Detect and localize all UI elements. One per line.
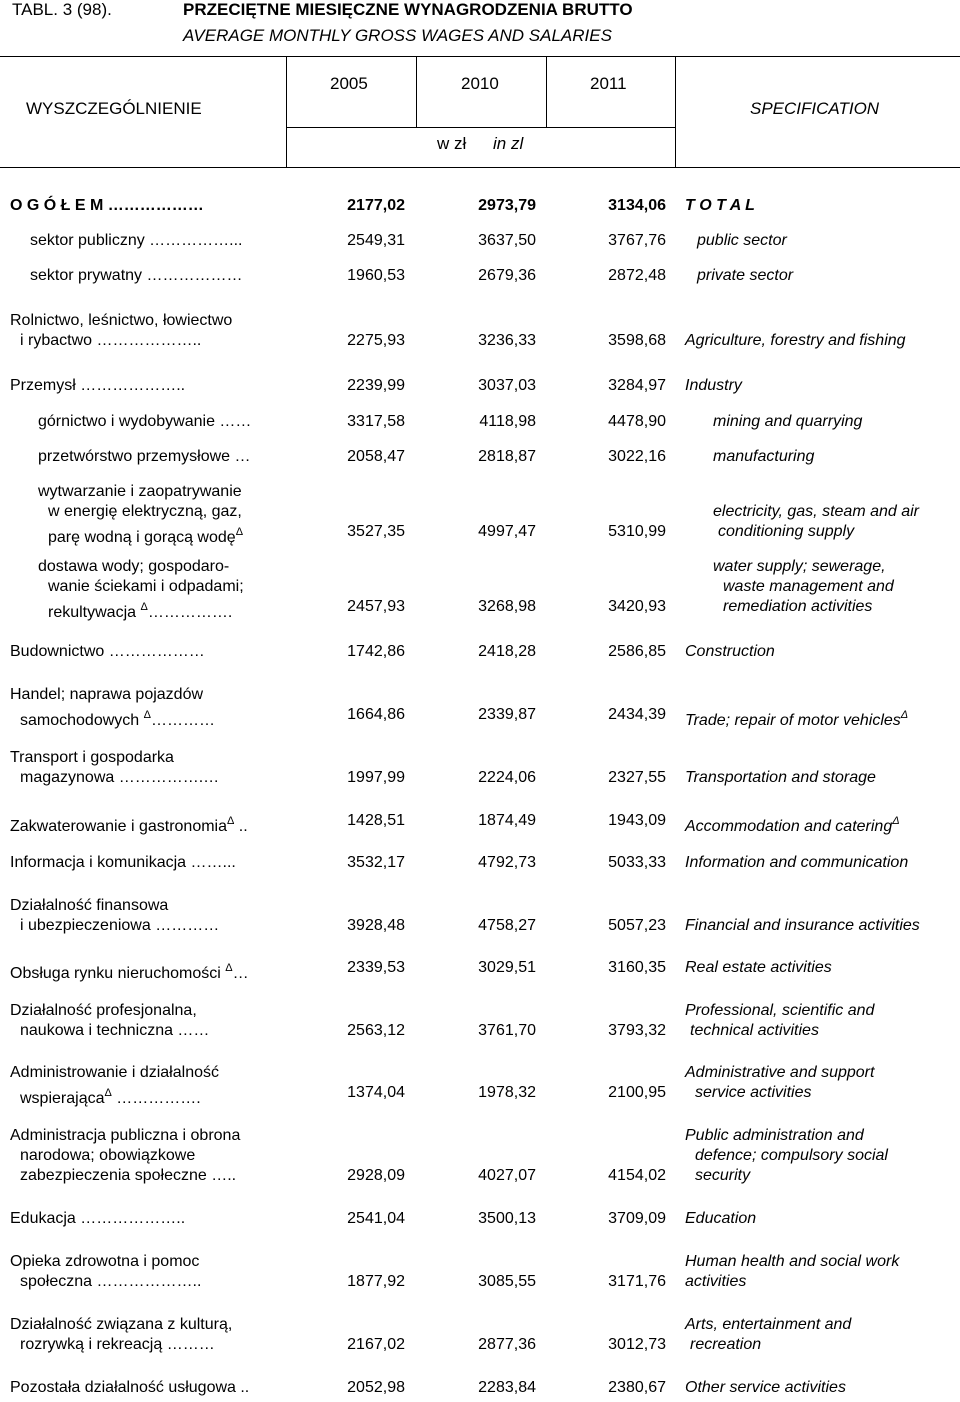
- label-pl-line: [10, 1063, 219, 1083]
- value-cell: 1960,53: [347, 267, 405, 284]
- label-en-text: waste management and: [723, 578, 894, 595]
- label-en-text: Real estate activities: [685, 959, 832, 976]
- label-en-text: Financial and insurance activities: [685, 917, 920, 934]
- value-cell: 2541,04: [347, 1210, 405, 1227]
- value-cell: 2327,55: [608, 769, 666, 786]
- label-en-line: [685, 705, 908, 731]
- unit-en: in zl: [493, 134, 524, 153]
- label-pl-text: Edukacja ………………..: [10, 1210, 186, 1227]
- label-en-line: [685, 811, 900, 837]
- label-pl-line: [10, 1252, 199, 1272]
- value-cell: 2339,53: [347, 959, 405, 976]
- value-cell: 2679,36: [478, 267, 536, 284]
- column-header-en: SPECIFICATION: [750, 99, 880, 118]
- label-pl-line: [10, 896, 168, 916]
- label-en-line: [690, 1021, 819, 1041]
- label-en-text: recreation: [690, 1336, 762, 1353]
- label-pl-line: [10, 1378, 249, 1398]
- value-cell: 3012,73: [608, 1336, 666, 1353]
- label-pl-text: Przemysł ………………..: [10, 377, 186, 394]
- label-en-line: [713, 447, 814, 467]
- value-cell: 2563,12: [347, 1022, 405, 1039]
- label-pl-line: [38, 557, 229, 577]
- label-pl-text: Transport i gospodarka: [10, 749, 174, 766]
- value-cell: 2549,31: [347, 232, 405, 249]
- label-en-text: Public administration and: [685, 1127, 864, 1144]
- value-cell: 4792,73: [478, 854, 536, 871]
- label-en-text: Other service activities: [685, 1379, 846, 1396]
- table-label: TABL. 3 (98).: [12, 0, 112, 19]
- value-cell: 4478,90: [608, 413, 666, 430]
- value-cell: 4758,27: [478, 917, 536, 934]
- label-pl-text: Obsługa rynku nieruchomości: [10, 965, 226, 982]
- value-cell: 3637,50: [478, 232, 536, 249]
- value-cell: 3793,32: [608, 1022, 666, 1039]
- label-en-line: [685, 1272, 746, 1292]
- label-pl-text: sektor prywatny ………………: [30, 267, 243, 284]
- value-cell: 4118,98: [479, 413, 536, 430]
- year-2005: 2005: [330, 74, 368, 93]
- label-pl-text: przetwórstwo przemysłowe …: [38, 448, 251, 465]
- value-cell: 2339,87: [478, 706, 536, 723]
- triangle-marker: Δ: [235, 526, 244, 538]
- value-cell: 1997,99: [347, 769, 405, 786]
- header-bottom-rule: [0, 167, 960, 168]
- label-pl-line: [20, 1083, 201, 1109]
- triangle-marker: Δ: [140, 601, 148, 613]
- value-cell: 2973,79: [478, 197, 536, 214]
- value-cell: 3029,51: [478, 959, 536, 976]
- label-pl-text: w energię elektryczną, gaz,: [48, 503, 242, 520]
- label-pl-text: Zakwaterowanie i gastronomia: [10, 818, 227, 835]
- label-pl-text: Administracja publiczna i obrona: [10, 1127, 241, 1144]
- label-pl-line: [48, 577, 244, 597]
- triangle-marker: Δ: [892, 815, 900, 827]
- value-cell: 2872,48: [608, 267, 666, 284]
- label-pl-line: [10, 1315, 232, 1335]
- value-cell: 1874,49: [478, 812, 536, 829]
- value-cell: 2052,98: [347, 1379, 405, 1396]
- value-cell: 3500,13: [478, 1210, 536, 1227]
- label-en-text: Professional, scientific and: [685, 1002, 875, 1019]
- value-cell: 1374,04: [347, 1084, 405, 1101]
- label-pl-line: [38, 412, 251, 432]
- label-pl-text: wspierająca: [20, 1090, 105, 1107]
- label-pl-text: samochodowych: [20, 712, 144, 729]
- label-pl-text: narodowa; obowiązkowe: [20, 1147, 196, 1164]
- label-pl-text: wytwarzanie i zaopatrywanie: [38, 483, 242, 500]
- value-cell: 2380,67: [608, 1379, 666, 1396]
- label-en-text: defence; compulsory social: [695, 1147, 888, 1164]
- value-cell: 2283,84: [478, 1379, 536, 1396]
- label-en-line: [697, 231, 787, 251]
- value-cell: 1742,86: [347, 643, 405, 660]
- value-cell: 2239,99: [347, 377, 405, 394]
- value-cell: 3532,17: [347, 854, 405, 871]
- label-pl-text: rozrywką i rekreacją ………: [20, 1336, 215, 1353]
- label-pl-tail: …………….: [111, 1090, 201, 1107]
- label-pl-text: sektor publiczny ……………...: [30, 232, 243, 249]
- value-cell: 3767,76: [608, 232, 666, 249]
- value-cell: 2224,06: [478, 769, 536, 786]
- label-en-text: mining and quarrying: [713, 413, 863, 430]
- header-divider-2: [546, 56, 547, 128]
- label-pl-line: [10, 1001, 197, 1021]
- label-pl-tail: ..: [234, 818, 248, 835]
- label-en-text: public sector: [697, 232, 787, 249]
- label-pl-line: [30, 231, 243, 251]
- label-pl-line: [20, 768, 219, 788]
- triangle-marker: Δ: [143, 709, 151, 721]
- triangle-marker: Δ: [900, 709, 909, 721]
- value-cell: 2586,85: [608, 643, 666, 660]
- label-en-text: Arts, entertainment and: [685, 1316, 852, 1333]
- value-cell: 4027,07: [478, 1167, 536, 1184]
- label-pl-text: Budownictwo ………………: [10, 643, 205, 660]
- label-en-line: [690, 1335, 761, 1355]
- label-pl-text: Informacja i komunikacja ……...: [10, 854, 236, 871]
- label-en-text: Construction: [685, 643, 775, 660]
- triangle-marker: Δ: [227, 815, 235, 827]
- year-2011: 2011: [590, 74, 627, 93]
- value-cell: 3928,48: [347, 917, 405, 934]
- label-pl-text: naukowa i techniczna ……: [20, 1022, 210, 1039]
- label-en-text: Education: [685, 1210, 757, 1227]
- label-pl-text: Działalność finansowa: [10, 897, 169, 914]
- label-en-line: [723, 577, 894, 597]
- header-divider-left: [286, 56, 287, 168]
- value-cell: 5310,99: [608, 523, 666, 540]
- value-cell: 3709,09: [608, 1210, 666, 1227]
- column-header-pl: WYSZCZEGÓLNIENIE: [26, 99, 202, 118]
- label-pl-line: [10, 1209, 185, 1229]
- label-en-text: activities: [685, 1273, 747, 1290]
- label-en-line: [685, 1252, 899, 1272]
- label-pl-line: [20, 1021, 209, 1041]
- label-en-text: remediation activities: [723, 598, 873, 615]
- value-cell: 2928,09: [347, 1167, 405, 1184]
- value-cell: 1978,32: [478, 1084, 536, 1101]
- label-en-text: electricity, gas, steam and air: [713, 503, 920, 520]
- header-unit-rule: [286, 127, 676, 128]
- label-pl-line: [10, 958, 249, 984]
- label-pl-text: O G Ó Ł E M ………………: [10, 197, 204, 214]
- label-en-line: [685, 1209, 756, 1229]
- header-divider-right: [675, 56, 676, 168]
- value-cell: 4997,47: [478, 523, 536, 540]
- header-divider-1: [416, 56, 417, 128]
- title-en: AVERAGE MONTHLY GROSS WAGES AND SALARIES: [183, 26, 612, 45]
- label-pl-tail: …………….: [147, 604, 233, 621]
- label-en-line: [723, 597, 872, 617]
- label-pl-text: Pozostała działalność usługowa ..: [10, 1379, 250, 1396]
- label-en-line: [713, 557, 886, 577]
- label-pl-tail: …………: [150, 712, 215, 729]
- label-en-line: [685, 768, 876, 788]
- title-pl: PRZECIĘTNE MIESIĘCZNE WYNAGRODZENIA BRUTTO: [183, 0, 633, 19]
- label-en-text: technical activities: [690, 1022, 819, 1039]
- label-en-line: [685, 1126, 864, 1146]
- label-pl-text: i rybactwo ………………..: [20, 332, 202, 349]
- label-en-line: [685, 1001, 874, 1021]
- label-en-text: Trade; repair of motor vehicles: [685, 712, 901, 729]
- label-en-text: Information and communication: [685, 854, 909, 871]
- value-cell: 2434,39: [608, 706, 666, 723]
- value-cell: 2167,02: [347, 1336, 405, 1353]
- value-cell: 3317,58: [347, 413, 405, 430]
- label-en-line: [685, 1063, 874, 1083]
- label-pl-text: i ubezpieczeniowa …………: [20, 917, 220, 934]
- label-pl-text: parę wodną i gorącą wodę: [48, 529, 236, 546]
- value-cell: 3268,98: [478, 598, 536, 615]
- label-pl-line: [20, 705, 215, 731]
- label-en-line: [697, 266, 793, 286]
- value-cell: 5057,23: [608, 917, 666, 934]
- label-en-line: [685, 1378, 846, 1398]
- label-pl-text: górnictwo i wydobywanie ……: [38, 413, 252, 430]
- label-en-text: Industry: [685, 377, 742, 394]
- value-cell: 1943,09: [608, 812, 666, 829]
- value-cell: 3761,70: [478, 1022, 536, 1039]
- label-pl-line: [10, 376, 185, 396]
- value-cell: 3598,68: [608, 332, 666, 349]
- label-pl-text: Rolnictwo, leśnictwo, łowiectwo: [10, 312, 233, 329]
- label-en-text: Administrative and support: [685, 1064, 875, 1081]
- value-cell: 3022,16: [608, 448, 666, 465]
- label-pl-text: Administrowanie i działalność: [10, 1064, 219, 1081]
- label-en-text: Transportation and storage: [685, 769, 876, 786]
- label-en-line: [695, 1166, 750, 1186]
- label-en-line: [695, 1083, 811, 1103]
- label-en-text: Human health and social work: [685, 1253, 900, 1270]
- value-cell: 1877,92: [347, 1273, 405, 1290]
- label-en-line: [695, 1146, 888, 1166]
- header-top-rule: [0, 56, 960, 57]
- label-en-line: [685, 331, 906, 351]
- label-pl-tail: …: [232, 965, 249, 982]
- label-pl-text: magazynowa …………….…: [20, 769, 220, 786]
- label-en-text: conditioning supply: [718, 523, 855, 540]
- label-en-text: Accommodation and catering: [685, 818, 893, 835]
- label-en-text: T O T A L: [685, 197, 755, 214]
- value-cell: 3037,03: [478, 377, 536, 394]
- value-cell: 3160,35: [608, 959, 666, 976]
- value-cell: 3134,06: [608, 197, 666, 214]
- label-pl-text: wanie ściekami i odpadami;: [48, 578, 244, 595]
- value-cell: 3420,93: [608, 598, 666, 615]
- label-en-text: private sector: [697, 267, 794, 284]
- label-pl-line: [20, 1335, 215, 1355]
- value-cell: 2058,47: [347, 448, 405, 465]
- label-pl-text: zabezpieczenia społeczne …..: [20, 1167, 237, 1184]
- label-en-line: [718, 522, 854, 542]
- label-pl-text: społeczna ………………..: [20, 1273, 202, 1290]
- label-pl-line: [38, 482, 242, 502]
- value-cell: 2177,02: [347, 197, 405, 214]
- label-pl-text: Działalność związana z kulturą,: [10, 1316, 233, 1333]
- label-pl-line: [10, 311, 232, 331]
- label-en-text: manufacturing: [713, 448, 815, 465]
- value-cell: 4154,02: [608, 1167, 666, 1184]
- label-pl-line: [10, 853, 236, 873]
- label-en-line: [685, 1315, 851, 1335]
- label-pl-line: [30, 266, 242, 286]
- label-pl-line: [20, 1146, 195, 1166]
- label-pl-text: Opieka zdrowotna i pomoc: [10, 1253, 200, 1270]
- label-en-line: [713, 412, 862, 432]
- label-en-text: water supply; sewerage,: [713, 558, 886, 575]
- year-2010: 2010: [461, 74, 499, 93]
- label-pl-line: [20, 331, 201, 351]
- label-en-text: Agriculture, forestry and fishing: [685, 332, 906, 349]
- value-cell: 5033,33: [608, 854, 666, 871]
- triangle-marker: Δ: [225, 962, 233, 974]
- value-cell: 3284,97: [608, 377, 666, 394]
- label-pl-line: [38, 447, 251, 467]
- label-pl-line: [10, 748, 174, 768]
- label-en-line: [685, 196, 755, 216]
- label-pl-line: [48, 522, 243, 548]
- triangle-marker: Δ: [104, 1087, 112, 1099]
- value-cell: 2818,87: [478, 448, 536, 465]
- label-pl-text: dostawa wody; gospodaro-: [38, 558, 230, 575]
- value-cell: 3236,33: [478, 332, 536, 349]
- label-pl-line: [10, 1126, 240, 1146]
- value-cell: 2275,93: [347, 332, 405, 349]
- value-cell: 2877,36: [478, 1336, 536, 1353]
- label-pl-line: [20, 1166, 236, 1186]
- label-pl-line: [10, 642, 205, 662]
- label-en-line: [685, 376, 742, 396]
- label-pl-line: [10, 685, 203, 705]
- label-en-line: [713, 502, 919, 522]
- value-cell: 2457,93: [347, 598, 405, 615]
- value-cell: 1428,51: [347, 812, 405, 829]
- label-en-text: service activities: [695, 1084, 812, 1101]
- value-cell: 1664,86: [347, 706, 405, 723]
- label-pl-line: [48, 597, 232, 623]
- value-cell: 2418,28: [478, 643, 536, 660]
- value-cell: 2100,95: [608, 1084, 666, 1101]
- label-pl-line: [48, 502, 242, 522]
- label-en-line: [685, 958, 832, 978]
- label-en-line: [685, 916, 920, 936]
- value-cell: 3527,35: [347, 523, 405, 540]
- label-pl-line: [20, 916, 219, 936]
- label-pl-line: [10, 811, 248, 837]
- label-en-text: security: [695, 1167, 751, 1184]
- label-en-line: [685, 853, 908, 873]
- label-pl-text: Działalność profesjonalna,: [10, 1002, 197, 1019]
- value-cell: 3171,76: [608, 1273, 666, 1290]
- label-pl-line: [20, 1272, 201, 1292]
- unit-pl: w zł: [437, 134, 467, 153]
- label-en-line: [685, 642, 775, 662]
- label-pl-line: [10, 196, 204, 216]
- label-pl-text: rekultywacja: [48, 604, 141, 621]
- value-cell: 3085,55: [478, 1273, 536, 1290]
- label-pl-text: Handel; naprawa pojazdów: [10, 686, 204, 703]
